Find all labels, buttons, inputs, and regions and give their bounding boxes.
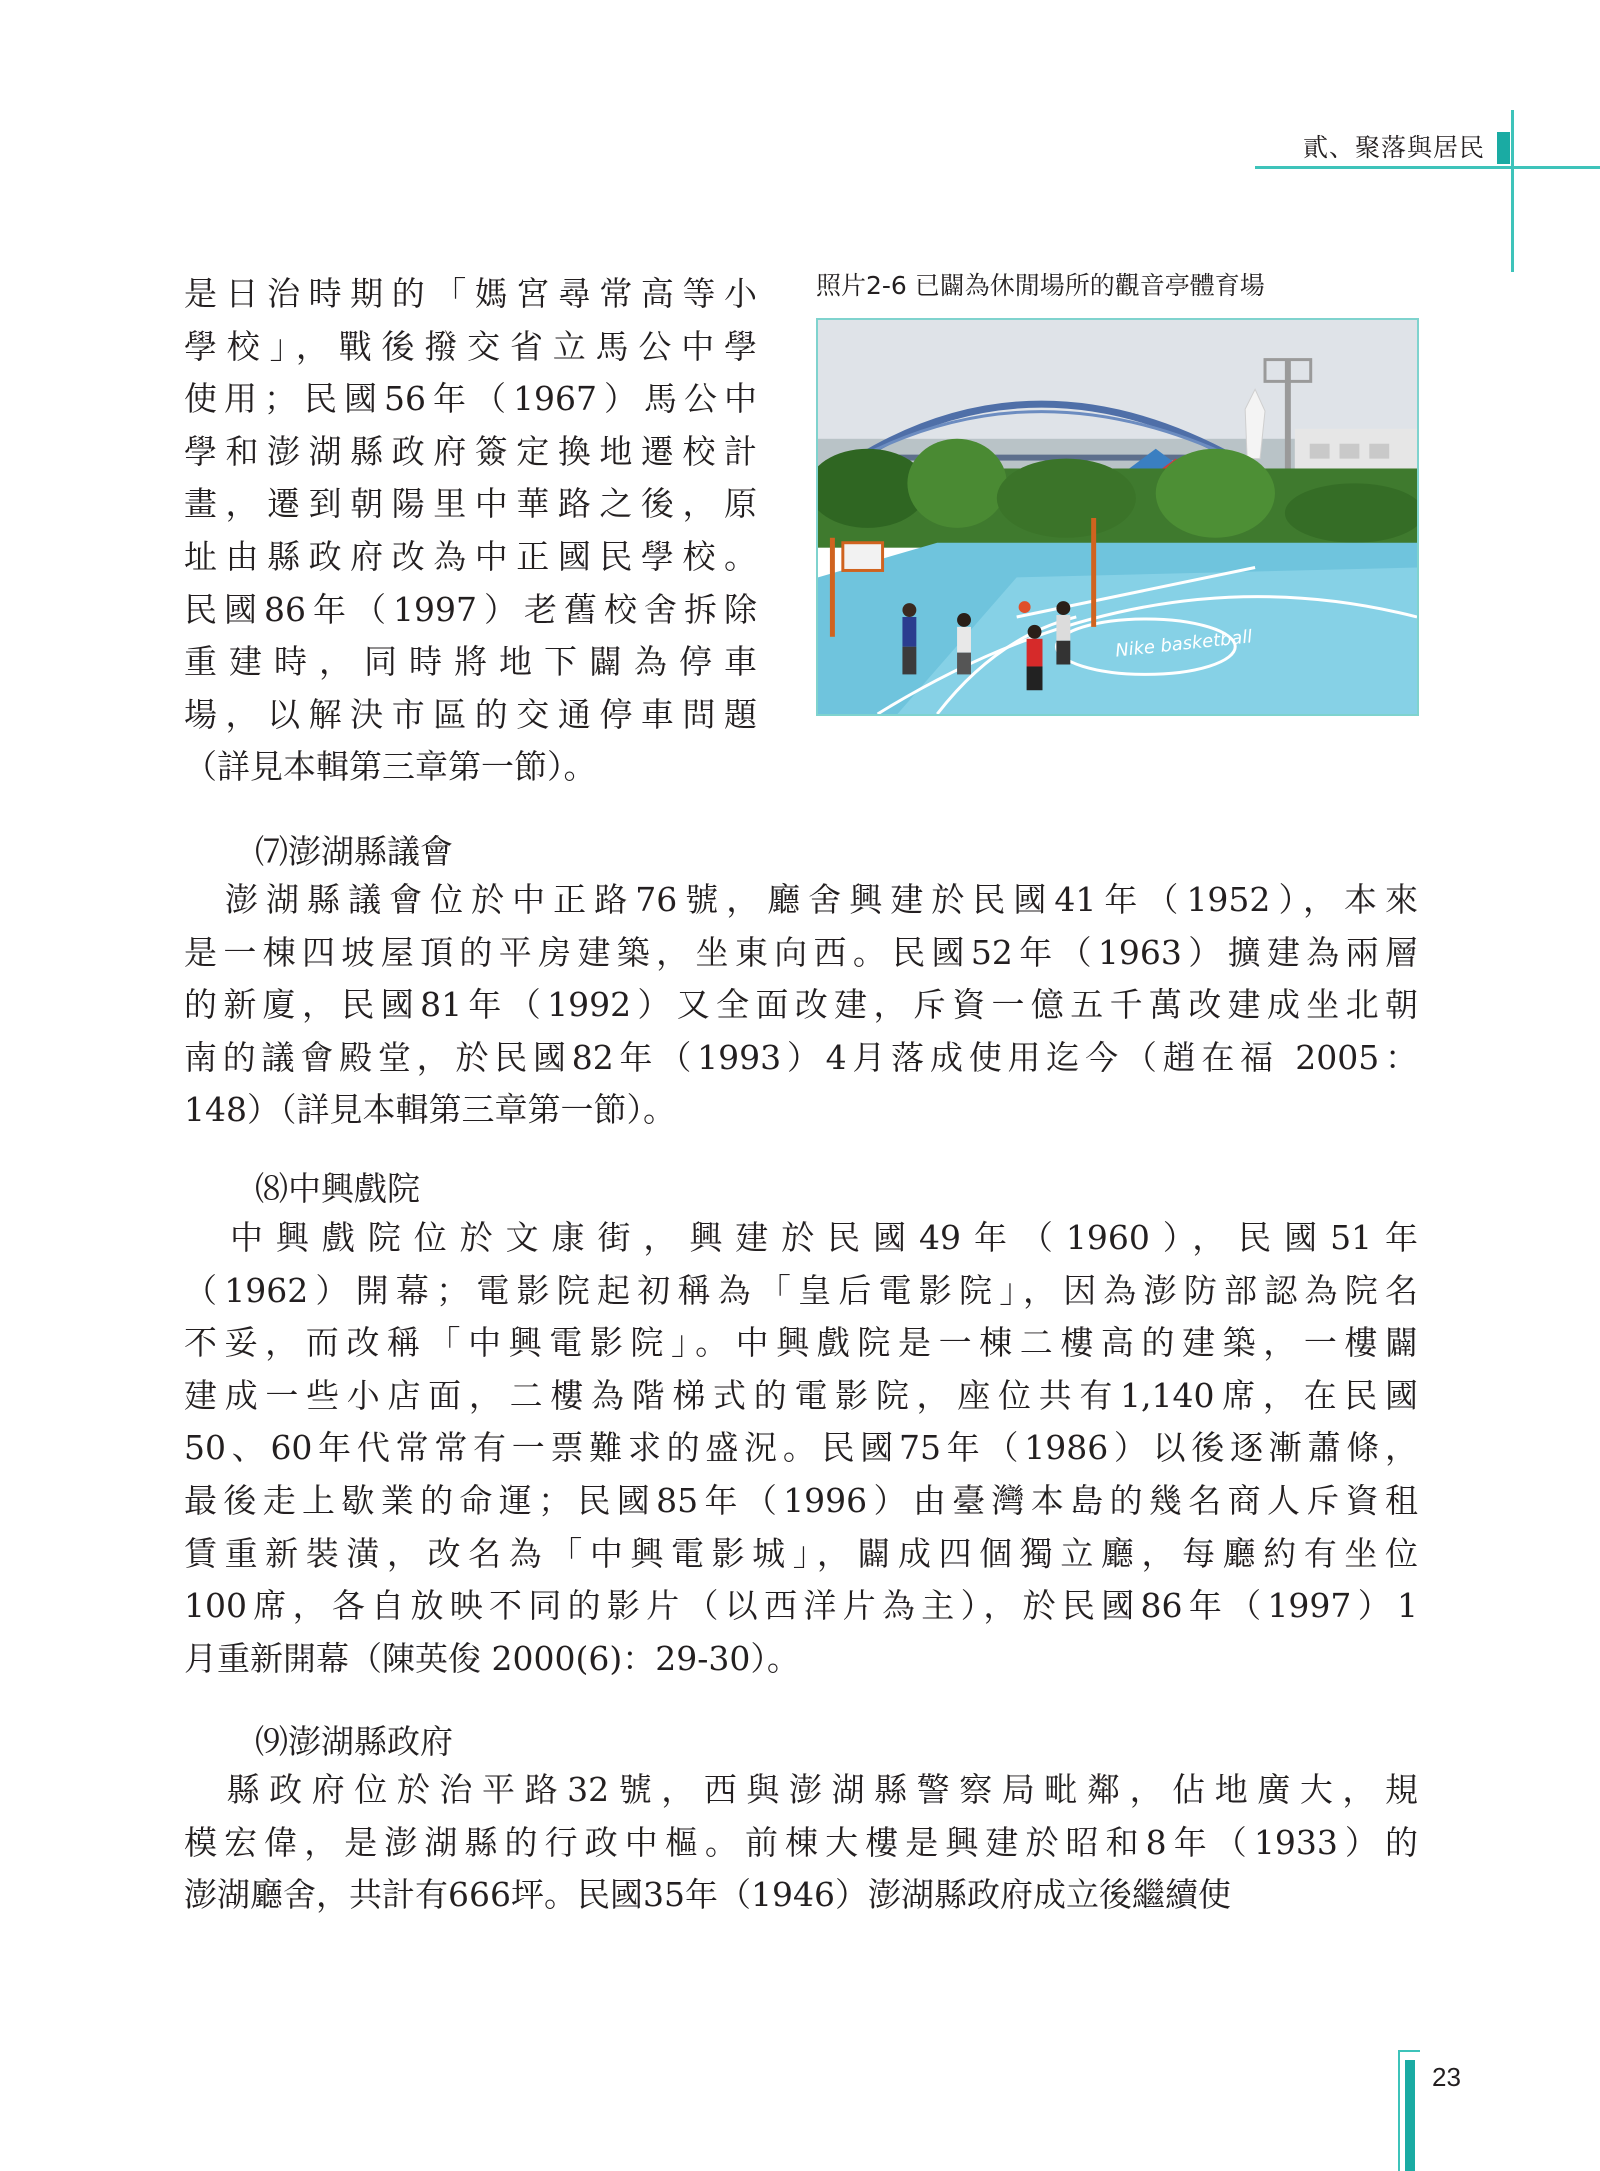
text-line: 最後走上歇業的命運；民國85年（1996）由臺灣本島的幾名商人斥資租 (184, 1480, 1418, 1520)
section-7-paragraph (184, 874, 1418, 1137)
intro-paragraph (184, 268, 757, 794)
chapter-title: 貳、聚落與居民 (1302, 133, 1485, 162)
footer-block-marker (1405, 2060, 1415, 2171)
header-horizontal-rule (1255, 166, 1600, 169)
text-line: 重建時，同時將地下闢為停車 (184, 642, 757, 682)
header-block-marker (1497, 132, 1510, 164)
text-line: 不妥，而改稱「中興電影院」。中興戲院是一棟二樓高的建築，一樓闢 (184, 1323, 1418, 1363)
section-8-paragraph (184, 1212, 1418, 1685)
section-9-heading: ⑼澎湖縣政府 (255, 1722, 453, 1761)
text-line: 畫，遷到朝陽里中華路之後，原 (184, 484, 757, 524)
text-line: 使用；民國56年（1967）馬公中 (184, 379, 757, 419)
court-text: Nike basketball (1114, 626, 1254, 662)
text-line: （1962）開幕；電影院起初稱為「皇后電影院」，因為澎防部認為院名 (184, 1270, 1418, 1310)
text-line: 148）（詳見本輯第三章第一節）。 (184, 1090, 676, 1130)
text-line: 建成一些小店面，二樓為階梯式的電影院，座位共有1,140席，在民國 (184, 1375, 1418, 1415)
text-line: 的新廈，民國81年（1992）又全面改建，斥資一億五千萬改建成坐北朝 (184, 985, 1418, 1025)
text-line: 月重新開幕（陳英俊 2000(6)：29-30）。 (184, 1638, 800, 1678)
text-line: 是日治時期的「媽宮尋常高等小 (184, 274, 757, 313)
text-line: 賃重新裝潢，改名為「中興電影城」，闢成四個獨立廳，每廳約有坐位 (184, 1533, 1418, 1573)
header-vertical-rule (1511, 110, 1514, 272)
section-8-heading: ⑻中興戲院 (255, 1169, 420, 1208)
text-line: 澎湖縣議會位於中正路76號，廳舍興建於民國41年（1952），本來 (184, 880, 1418, 919)
text-line: 址由縣政府改為中正國民學校。 (184, 536, 757, 576)
page-number: 23 (1432, 2062, 1461, 2092)
footer-horizontal-rule (1398, 2050, 1420, 2052)
text-line: 100席，各自放映不同的影片（以西洋片為主），於民國86年（1997）1 (184, 1586, 1418, 1626)
text-line: 縣政府位於治平路32號，西與澎湖縣警察局毗鄰，佔地廣大，規 (184, 1770, 1418, 1809)
footer-vertical-rule (1398, 2050, 1400, 2171)
section-7-heading: ⑺澎湖縣議會 (255, 832, 453, 871)
text-line: 南的議會殿堂，於民國82年（1993）4月落成使用迄今（趙在福 2005： (184, 1037, 1418, 1077)
text-line: 澎湖廳舍，共計有666坪。民國35年（1946）澎湖縣政府成立後繼續使 (184, 1875, 1231, 1915)
photo-basketball-court (816, 318, 1419, 716)
section-9-paragraph (184, 1764, 1418, 1922)
photo-caption: 照片2-6 已闢為休閒場所的觀音亭體育場 (816, 271, 1265, 300)
text-line: 場，以解決市區的交通停車問題 (184, 694, 757, 734)
text-line: 中興戲院位於文康街，興建於民國49年（1960），民國51年 (184, 1218, 1418, 1257)
text-line: 是一棟四坡屋頂的平房建築，坐東向西。民國52年（1963）擴建為兩層 (184, 932, 1418, 972)
text-line: 學和澎湖縣政府簽定換地遷校計 (184, 431, 757, 471)
text-line: 學校」，戰後撥交省立馬公中學 (184, 326, 757, 366)
text-line: （詳見本輯第三章第一節）。 (184, 747, 597, 787)
text-line: 民國86年（1997）老舊校舍拆除 (184, 589, 757, 629)
text-line: 50、60年代常常有一票難求的盛況。民國75年（1986）以後逐漸蕭條， (184, 1428, 1418, 1468)
text-line: 模宏偉，是澎湖縣的行政中樞。前棟大樓是興建於昭和8年（1933）的 (184, 1822, 1418, 1862)
